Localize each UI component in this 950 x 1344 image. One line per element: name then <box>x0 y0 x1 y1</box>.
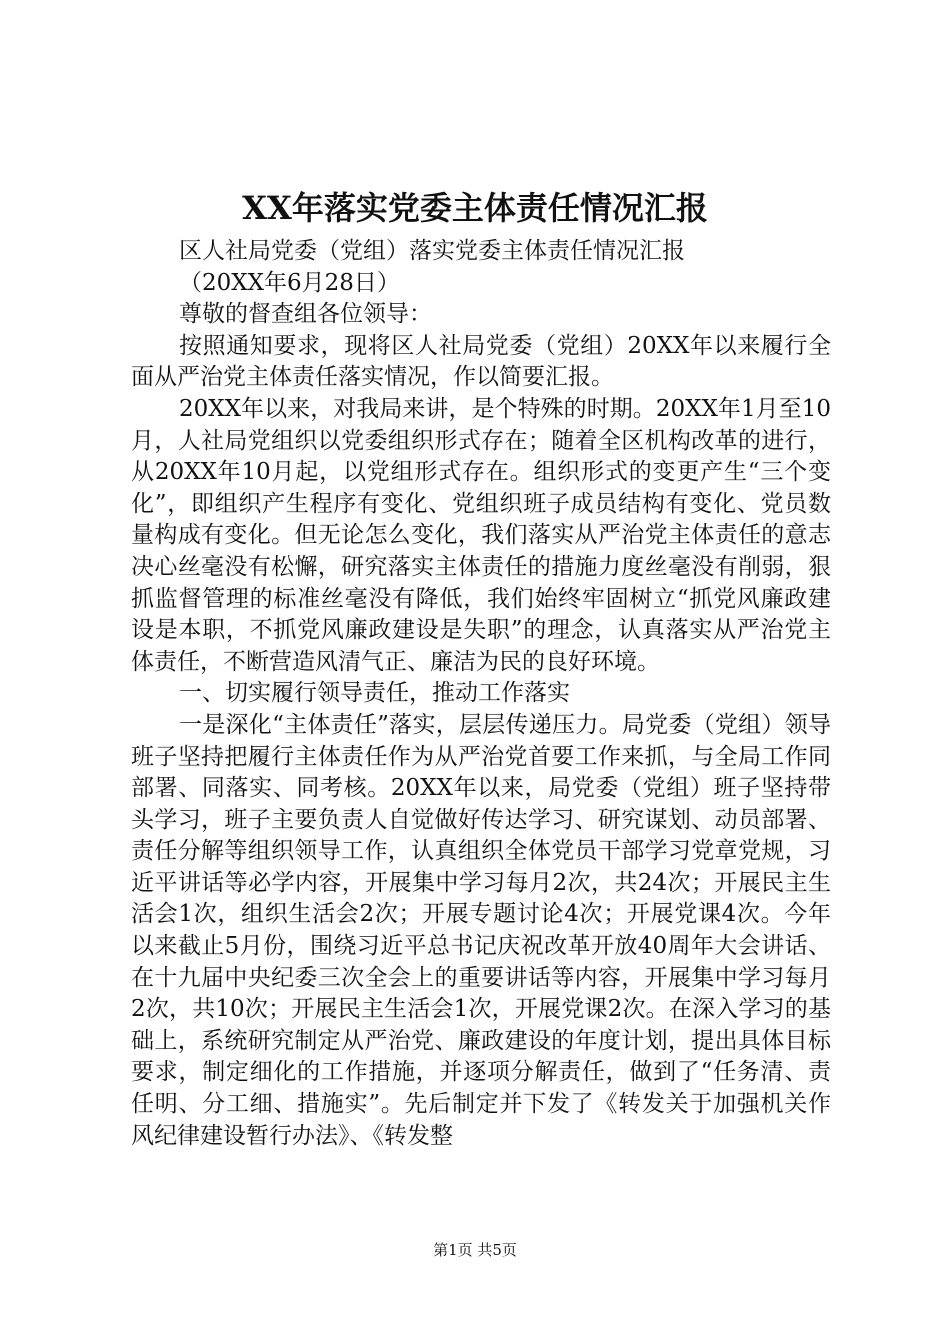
report-subtitle: 区人社局党委（党组）落实党委主体责任情况汇报 <box>179 238 685 264</box>
paragraph-section-1: 一是深化“主体责任”落实，层层传递压力。局党委（党组）领导班子坚持把履行主体责任作为从严治党首要工作来抓，与全局工作同部署、同落实、同考核。20XX年以来，局党委（党组）班子坚持带头学习，班子主要负责人自觉做好传达学习、研究谋划、动员部署、责任分解等组织领导工作，认真组织全体党员干部学习党章党规，习近平讲话等必学内容，开展集中学习每月2次，共24次；开展民主生活会1次，组织生活会2次；开展专题讨论4次；开展党课4次。今年以来截止5月份，围绕习近平总书记庆祝改革开放40周年大会讲话、在十九届中央纪委三次全会上的重要讲话等内容，开展集中学习每月2次，共10次；开展民主生活会1次，开展党课2次。在深入学习的基础上，系统研究制定从严治党、廉政建设的年度计划，提出具体目标要求，制定细化的工作措施，并逐项分解责任，做到了“任务清、责任明、分工细、措施实”。先后制定并下发了《转发关于加强机关作风纪律建设暂行办法》、《转发整 <box>131 711 831 1149</box>
paragraph-intro: 按照通知要求，现将区人社局党委（党组）20XX年以来履行全面从严治党主体责任落实情况，作以简要汇报。 <box>131 332 831 391</box>
salutation: 尊敬的督查组各位领导： <box>179 301 432 328</box>
paragraph-background: 20XX年以来，对我局来讲，是个特殊的时期。20XX年1月至10月，人社局党组织以党委组织形式存在；随着全区机构改革的进行，从20XX年10月起，以党组形式存在。组织形式的变更产生“三个变化”，即组织产生程序有变化、党组织班子成员结构有变化、党员数量构成有变化。但无论怎么变化，我们落实从严治党主体责任的意志决心丝毫没有松懈，研究落实主体责任的措施力度丝毫没有削弱，狠抓监督管理的标准丝毫没有降低，我们始终牢固树立“抓党风廉政建设是本职，不抓党风廉政建设是失职”的理念，认真落实从严治党主体责任，不断营造风清气正、廉洁为民的良好环境。 <box>131 395 831 675</box>
report-date: （20XX年6月28日） <box>179 269 400 296</box>
page-footer: 第1页 共5页 <box>433 1241 517 1259</box>
section-heading-1: 一、切实履行领导责任，推动工作落实 <box>179 680 570 707</box>
document-body <box>131 236 831 1152</box>
document-title: XX年落实党委主体责任情况汇报 <box>242 189 708 227</box>
